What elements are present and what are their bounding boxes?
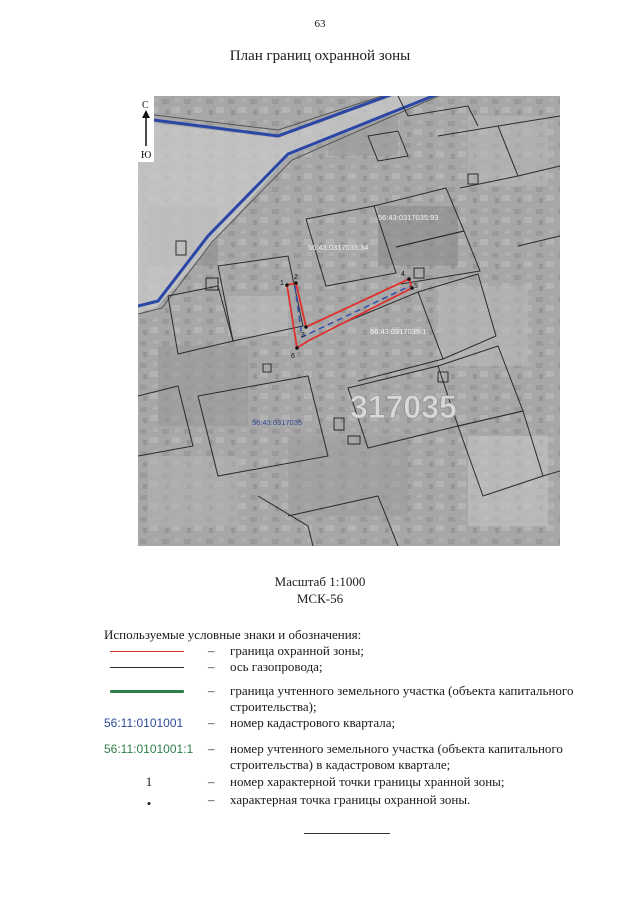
page-number: 63 xyxy=(314,18,326,30)
point-marker-sample: • xyxy=(146,796,152,811)
point-label-1: 1 xyxy=(280,280,284,287)
parcel-label-1: 56:43:0317035:1 xyxy=(370,327,427,336)
bottom-rule xyxy=(304,833,390,834)
quarter-label: 56:43:0317035 xyxy=(252,418,303,427)
legend-item-parcel-boundary: – граница учтенного земельного участка (объекта капитального строительства); xyxy=(104,683,584,717)
scale-block xyxy=(0,573,640,607)
parcel-number-sample: 56:11:0101001:1 xyxy=(104,742,194,756)
parcel-label-93: 56:43:0317035:93 xyxy=(378,213,439,222)
north-arrow xyxy=(138,96,154,162)
legend-item-parcel-number: 56:11:0101001:1 – номер учтенного земельного участка (объекта капитального строительства) в кадастровом квартале; xyxy=(104,741,563,772)
north-label: С xyxy=(142,100,149,111)
point-label-5: 5 xyxy=(414,283,418,290)
parcel-label-34: 56:43:0317035:34 xyxy=(308,243,369,252)
point-label-3: 3 xyxy=(301,332,305,339)
south-label: Ю xyxy=(141,150,152,161)
quarter-stamp: 317035 xyxy=(350,389,457,425)
zone-map xyxy=(138,96,560,546)
point-label-4: 4 xyxy=(401,271,405,278)
green-line-symbol xyxy=(110,690,184,693)
dark-line-symbol xyxy=(110,667,184,668)
quarter-number-sample: 56:11:0101001 xyxy=(104,716,184,730)
coordinate-system: МСК-56 xyxy=(296,591,344,606)
point-label-2: 2 xyxy=(294,274,298,281)
red-line-symbol xyxy=(110,651,184,652)
page-title: План границ охранной зоны xyxy=(229,48,411,64)
point-number-sample: 1 xyxy=(145,774,153,789)
point-label-6: 6 xyxy=(291,353,295,360)
scale-label: Масштаб 1:1000 xyxy=(274,574,366,589)
legend-heading: Используемые условные знаки и обозначения: xyxy=(104,627,362,642)
